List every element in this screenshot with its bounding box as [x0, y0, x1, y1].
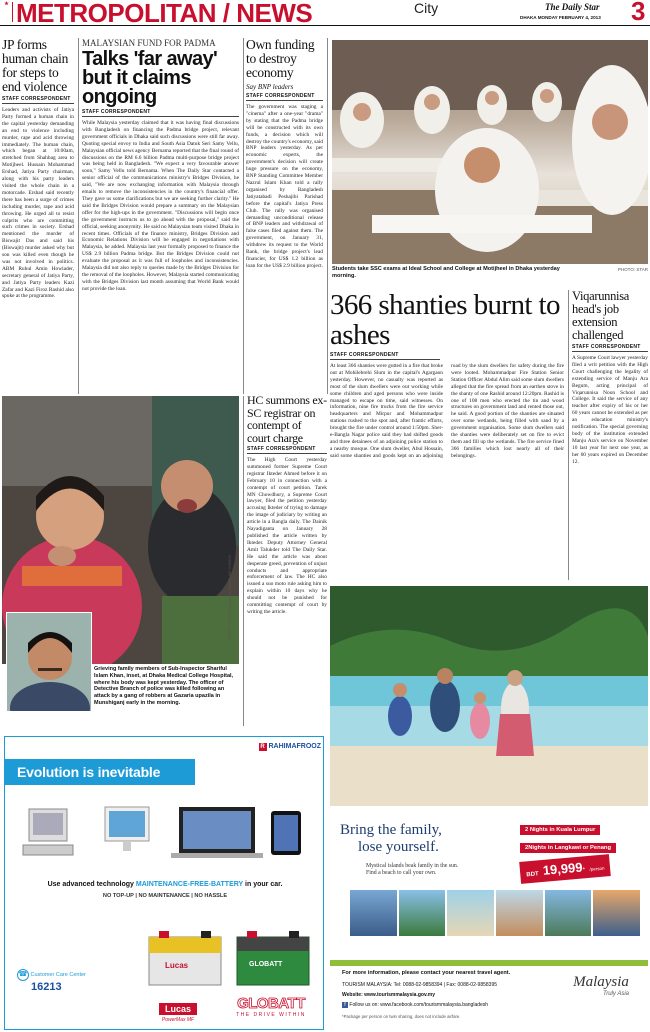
lucas-logo: Lucas PowerMax MF [145, 999, 211, 1023]
facebook-icon: f [342, 1002, 348, 1008]
story-body: Leaders and activists of Jatiya Party formed a human chain in the capital yesterday demanding an end to violence including murder, rape and acid throwing immediately. The human chain, which began at 10:00am, stretched from Shahbag area to Motijheel. Hussain Mohammad Ershad, Jatiya Party chairman, along with his party leaders visited the whole chain in a motorcade. Ershad said recently there has been a surge of crimes including murder, rape and acid throwing. He urged all to resist culprits who are committing such crimes in society. Ershad mentioned the murder of Biswajit Das and said his (Biswajit) murder asked why but son was killed even though he was not involved in politics. ABM Ruhul Amin Howlader, secretary general of Jatiya Party, and Jatiya Party leaders Kazi Zafar and Kazi Firoz Rashid also spoke at the programme. [2, 107, 74, 300]
headline[interactable]: Viqarunnisa head's job extension challenged [572, 289, 630, 342]
headline[interactable]: HC summons ex-SC registrar on contempt of court charge [247, 393, 327, 445]
grief-photo-credit: PHOTO: FOCUS BANGLA, BANGLAR CHOKH [227, 555, 232, 640]
rahimafrooz-brand: R RAHIMAFROOZ [260, 743, 321, 750]
price: 19,999 [542, 859, 584, 878]
thumb-resort [496, 890, 543, 936]
story-economy [246, 38, 323, 360]
inset-portrait [6, 612, 92, 712]
thumb-beach [447, 890, 494, 936]
customer-care: ☎ Customer Care Center 16213 [18, 971, 86, 993]
story-shanties [330, 290, 564, 531]
story-body: A Supreme Court lawyer yesterday filed a writ petition with the High Court challenging the legality of extending service of Manju Ara Begum, acting principal of Viqarunnisa Noon School and College. It said the service of any teacher after expiry of his or her 60 years cannot be extended as per an education ministry's notification. The special governing body of the institution extended Manju Ara's service on November 10 last year for next one year, as her 60 years expired on December 12. [572, 355, 648, 465]
page-number: 3 [631, 0, 646, 26]
battery1-label: Lucas [165, 961, 189, 970]
headline[interactable]: JP forms human chain for steps to end violence [2, 37, 69, 94]
ssc-exam-photo [332, 40, 648, 264]
story-hc [247, 394, 327, 719]
byline: STAFF CORRESPONDENT [246, 93, 323, 101]
star-logo-mini: ★ [1, 2, 13, 22]
grief-caption: Grieving family members of Sub-Inspector Shariful Islam Khan, inset, at Dhaka Medical College Hospital, where his body was kept yesterday. The officer of Detective Branch of police was killed following an attack by a gang of robbers at Gazaria upazila in Munshiganj early in the morning. [94, 666, 234, 706]
story-body: The High Court yesterday summoned former Supreme Court registrar Ikteder Ahmed before it on February 10 in connection with a contempt of court petition. Tarek MN Chowdhury, a Supreme Court lawyer, filed the petition yesterday accusing Ikteder of trying to damage the image of judiciary by writing an article in a Bangla daily. The Dainik Nayadiganta on January 28 published the article written by Ikteder. Deputy Attorney General Amit Talukder told The Daily Star. He said the article was about desperate greed, prevention of unjust conducts and appropriate enforcement of law. The HC also issued a suo moto rule asking him to explain within 10 days why he should not be punished for committing contempt of court by writing the article. [247, 457, 327, 615]
ssc-caption: Students take SSC exams at Ideal School and College at Motijheel in Dhaka yesterday morning. [332, 266, 560, 279]
headline[interactable]: Talks 'far away' but it claims ongoing [82, 48, 218, 108]
byline: STAFF CORRESPONDENT [572, 344, 648, 352]
thumb-palms [399, 890, 446, 936]
story-body: While Malaysia yesterday claimed that it was having final discussions with Bangladesh on financing the Padma bridge project, relevant government officials in Dhaka said such discussions were still far away. Quoting special envoy to India and South Asia Datuk Seri Samy Vellu, Malaysian official news agency Bernama reported that the final round of discussions on the RM 6.6 billion Padma multi-purpose bridge project was being held in Bangladesh. "We expect a very favourable answer soon," Samy Vellu told Bernama. When The Daily Star contacted a senior official of the communications ministry's Bridges Division, he said, "We are now exchanging information with Malaysia through emails to remove the inconsistencies in the country's financial offer. They gave us some clarifications but we are seeking further clarity." He said the Bridges Division would prepare a summary on the Malaysian offer for the high-ups in the government. "Discussions will begin once the government instructs us to go ahead with the proposal," said the official, seeking anonymity. He said no Malaysian team visited Dhaka in recent times. Officials of the finance ministry, Bridges Division and Economic Relations Division will be engaged in negotiations with Malaysia, he added. Malaysia last year formally proposed to finance the US$ 2.9 billion Padma bridge. But the Bridges Division could not evaluate the proposal as it was full of loopholes and inconsistencies. Malaysia did not also reply to queries made by the Bridges Division for the removal of the loopholes. However, Malaysia started communicating with the Bridges Division last month assuming that World Bank would not provide the loan. [82, 120, 239, 292]
story-padma [82, 38, 239, 388]
paper-name: The Daily Star [545, 2, 600, 12]
phone-icon: ☎ [17, 969, 29, 981]
masthead [0, 0, 650, 26]
story-body: The government was staging a "cinema" after a one-year "drama" by stating that the Padma bridge will be constructed with its own funds, a decision which will destroy the country's economy, said BNP leaders yesterday. As per economic experts, the government's decision will create huge pressure on the economy, BNP Standing Committee Member Nazrul Islam Khan told a rally organised by Bangladesh Jatiyatabadi Peshajibi Parishad before the capital's Jatiya Press Club. The rally was organised demanding unconditional release of BNP leaders and withdrawal of false cases filed against them. The government, on January 31, withdrew its request to the World Bank, the bridge project's lead financier, for US$ 1.2 billion as loan for the US$ 2.9 billion project. [246, 104, 323, 269]
story-jp [2, 38, 74, 397]
dateline: DHAKA MONDAY FEBRUARY 4, 2013 [520, 15, 601, 20]
subhead: Say BNP leaders [246, 83, 294, 91]
ssc-photo-art [332, 40, 648, 264]
ad-body: Mystical islands beak family in the sun. Find a beach to call your own. [366, 863, 459, 876]
story-vc [572, 290, 648, 545]
battery2-label: GLOBATT [249, 961, 283, 968]
globatt-logo: GLOBATT THE DRIVE WITHIN [236, 995, 306, 1018]
photo-credit: PHOTO: STAR [617, 267, 648, 272]
thumb-cablecar [545, 890, 592, 936]
portrait-art [7, 613, 92, 712]
section-title: METROPOLITAN / NEWS [16, 0, 313, 28]
malaysia-logo: Malaysia Truly Asia [573, 974, 629, 997]
subsection-label: City [414, 0, 439, 16]
offer-box: 2 Nights in Kuala Lumpur 2Nights in Langkawi or Penang BDT 19,999* /person [520, 818, 640, 880]
thumb-ship [593, 890, 640, 936]
devices-illustration [19, 799, 309, 879]
malaysia-ad[interactable] [330, 586, 648, 1030]
malaysia-footer: For more information, please contact your nearest travel agent. TOURISM MALAYSIA: Tel: 0088-02-9858394 | Fax: 0088-02-9858395 Website: www.tourismmalaysia.gov.my f Follow us on: www.facebook.com/tourismmalaysia.bangladesh *Package per person on twin sharing, does not include airfare. Malaysia Truly Asia [330, 960, 648, 1030]
kicker: MALAYSIAN FUND FOR PADMA [82, 38, 216, 48]
batteries-illustration [145, 927, 315, 991]
beach-family-photo [330, 586, 648, 806]
headline[interactable]: 366 shanties burnt to ashes [330, 289, 560, 351]
ad-tagline: Use advanced technology MAINTENANCE-FREE-BATTERY in your car. [47, 881, 283, 888]
story-body: At least 366 shanties were gutted in a fire that broke out at Mohilebrehi Slum in the capital's Agargaon yesterday. However, no casualty was reported as most of the slum dwellers were out working while some children and aged persons who were inside managed to escape on time, said witnesses. On information, nine fire trucks from the fire service headquarters and Mirpur and Mohammadpur stations rushed to the spot and, after frantic efforts, brought the fire under control around 1:50pm. Sher-e-Bangla Nagar police said they had shifted goods and three detainees of an adjoining police station to a nearby mosque. One slum dweller, Abul Hossain, said some shanties and goods kept on an adjoining road by the slum dwellers for safety during the fire were looted. Mohammadpur Fire Station Senior Station Officer Abdul Alim said some slum dwellers alleged that the fire spread from an earthen stove in the shanty of one Rashid around 12:20pm. Rashid is one of 108 men who erected the tin and wood structures on government land and rented those out, he said. A good portion of the shanties are situated over some wetlands, being filled with sand by a government organisation. Some slum dwellers said the shanties were deliberately set on fire to evict them and fill up the wetlands. The fire service fined 366 families which lost nearly all of their belongings. [330, 363, 564, 459]
ad-headline: Bring the family, lose yourself. [340, 822, 442, 855]
rahimafrooz-ad[interactable] [4, 736, 324, 1030]
ad-headline: Evolution is inevitable [5, 759, 195, 785]
byline: STAFF CORRESPONDENT [82, 109, 239, 117]
headline[interactable]: Own funding to destroy economy [246, 37, 315, 80]
byline: STAFF CORRESPONDENT [2, 96, 74, 104]
ad-subline: NO TOP-UP | NO MAINTENANCE | NO HASSLE [102, 893, 228, 899]
thumb-city [350, 890, 397, 936]
byline: STAFF CORRESPONDENT [247, 446, 327, 454]
byline: STAFF CORRESPONDENT [330, 352, 440, 360]
brand-mark-icon: R [260, 744, 265, 750]
thumbnail-strip [350, 890, 640, 936]
